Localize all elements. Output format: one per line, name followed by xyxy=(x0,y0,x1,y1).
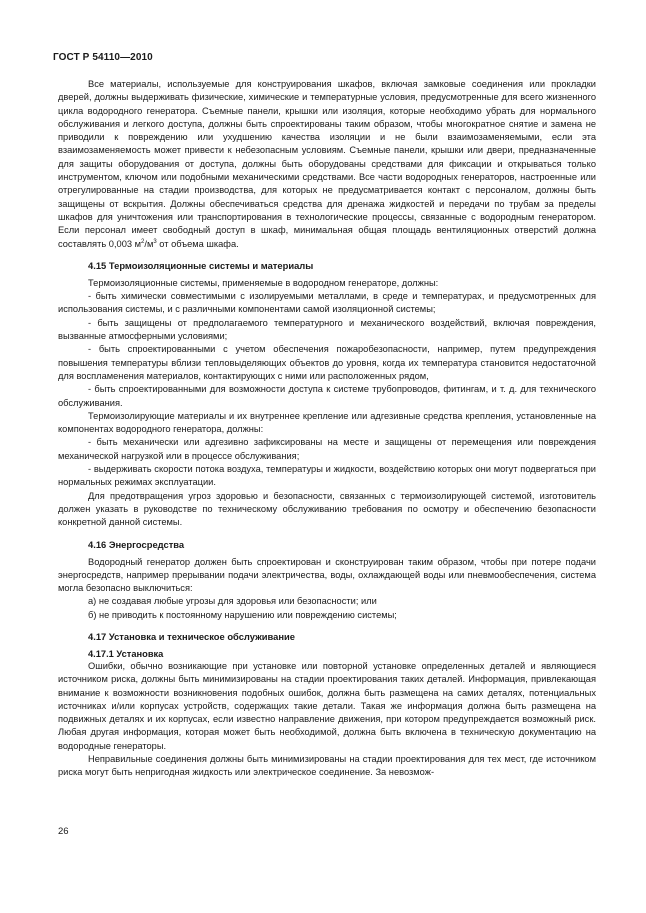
paragraph: Неправильные соединения должны быть минимизированы на стадии проектирования для тех мест, где источником риска могут быть непригодная жидкость или электрическое соединение. За невозмож- xyxy=(58,754,596,778)
vent-area-value: 0,003 $м^2/м^3$ xyxy=(108,238,157,249)
list-item: а) не создавая любые угрозы для здоровья или безопасности; или xyxy=(88,596,377,607)
section-heading-4-17: 4.17 Установка и техническое обслуживание xyxy=(88,630,295,642)
section-heading-4-16: 4.16 Энергосредства xyxy=(88,538,185,550)
section-heading-4-15: 4.15 Термоизоляционные системы и материалы xyxy=(88,259,314,271)
list-item: - быть спроектированными с учетом обеспечения пожаробезопасности, например, путем предупреждения повышения температуры вблизи тепловыделяющих объектов до уровня, когда их температура становится недостаточной для воспламенения материалов, контактирующих с ними или расположенных рядом, xyxy=(58,344,596,381)
paragraph-cabinets: Все материалы, используемые для конструирования шкафов, включая замковые соединения или прокладки дверей, должны выдерживать физические, химические и температурные условия, предусмотренные для всего жизненного цикла водородного генератора. Съемные панели, крышки или изоляция, которые необходимо убрать для нормального обслуживания и легкого доступа, должны быть спроектированы таким образом, чтобы многократное снятие и замена не приводили к повреждению или ухудшению качества изоляции и не были взаимозаменяемыми, если эта взаимозаменяемость может привести к небезопасным условиям. Съемные панели, крышки или двери, предназначенные для защиты оборудования от доступа, должны быть оборудованы средствами для фиксации и открываться только инструментом, ключом или подобными механическими средствами. Все части водородных генераторов, настроенные или отрегулированные на стадии производства, для которых не предусматривается контакт с персоналом, должны быть защищены от вскрытия. Должны обеспечиваться средства для дренажа жидкостей и передачи по трубам за пределы шкафов для уничтожения или транспортирования в технологические процессы, связанные с водородным генератором. Если персонал имеет свободный доступ в шкаф, минимальная общая площадь вентиляционных отверстий должна составлять 0,003 $м^2/м^3$ от объема шкафа. xyxy=(58,79,596,249)
paragraph: Термоизоляционные системы, применяемые в водородном генераторе, должны: xyxy=(88,277,439,288)
document-body xyxy=(58,78,596,780)
document-header: ГОСТ Р 54110—2010 xyxy=(53,52,153,63)
list-item: - быть спроектированными для возможности доступа к системе трубопроводов, фитингам, и т. д. для технического обслуживания. xyxy=(58,384,596,408)
list-item: - быть химически совместимыми с изолируемыми металлами, в среде и температурах, и предусмотренных для использования системы, и с различными компонентами самой изоляционной системы; xyxy=(58,291,596,315)
subsection-heading-4-17-1: 4.17.1 Установка xyxy=(88,648,164,659)
paragraph: Водородный генератор должен быть спроектирован и сконструирован таким образом, чтобы при потере подачи энергосредств, например прерывании подачи электричества, воды, охлаждающей воды или пневмообеспечения, система могла безопасно выключиться: xyxy=(58,556,596,594)
list-item: б) не приводить к постоянному нарушению или повреждению системы; xyxy=(88,609,397,620)
paragraph: Термоизолирующие материалы и их внутреннее крепление или адгезивные средства крепления, установленные на компонентах водородного генератора, должны: xyxy=(58,410,596,435)
page-number: 26 xyxy=(58,826,69,837)
list-item: - быть механически или адгезивно зафиксированы на месте и защищены от перемещения или повреждения механической нагрузкой или в процессе обслуживания; xyxy=(58,437,596,461)
paragraph: Ошибки, обычно возникающие при установке или повторной установке определенных деталей и являющиеся источником риска, должны быть минимизированы на стадии проектирования таких деталей. Информация, привлекающая внимание к возможности возникновения подобных ошибок, должна быть размещена на самих деталях, потенциальных источниках и/или корпусах устройств, содержащих такие детали. Такая же информация должна быть размещена на подвижных деталях и их корпусах, если известно направление движения, при котором предупреждается возможный риск. Любая другая информация, которая может быть необходимой, должна быть включена в техническую документацию на водородные генераторы. xyxy=(58,660,596,751)
paragraph: Для предотвращения угроз здоровью и безопасности, связанных с термоизолирующей системой, изготовитель должен указать в руководстве по техническому обслуживанию требования по осмотру и обеспечению безопасности конкретной данной системы. xyxy=(58,490,596,528)
list-item: - быть защищены от предполагаемого температурного и механического воздействий, включая повреждения, вызванные атмосферными условиями; xyxy=(58,317,596,342)
list-item: - выдерживать скорости потока воздуха, температуры и жидкости, воздействию которых они могут подвергаться при нормальных режимах эксплуатации. xyxy=(58,464,596,488)
